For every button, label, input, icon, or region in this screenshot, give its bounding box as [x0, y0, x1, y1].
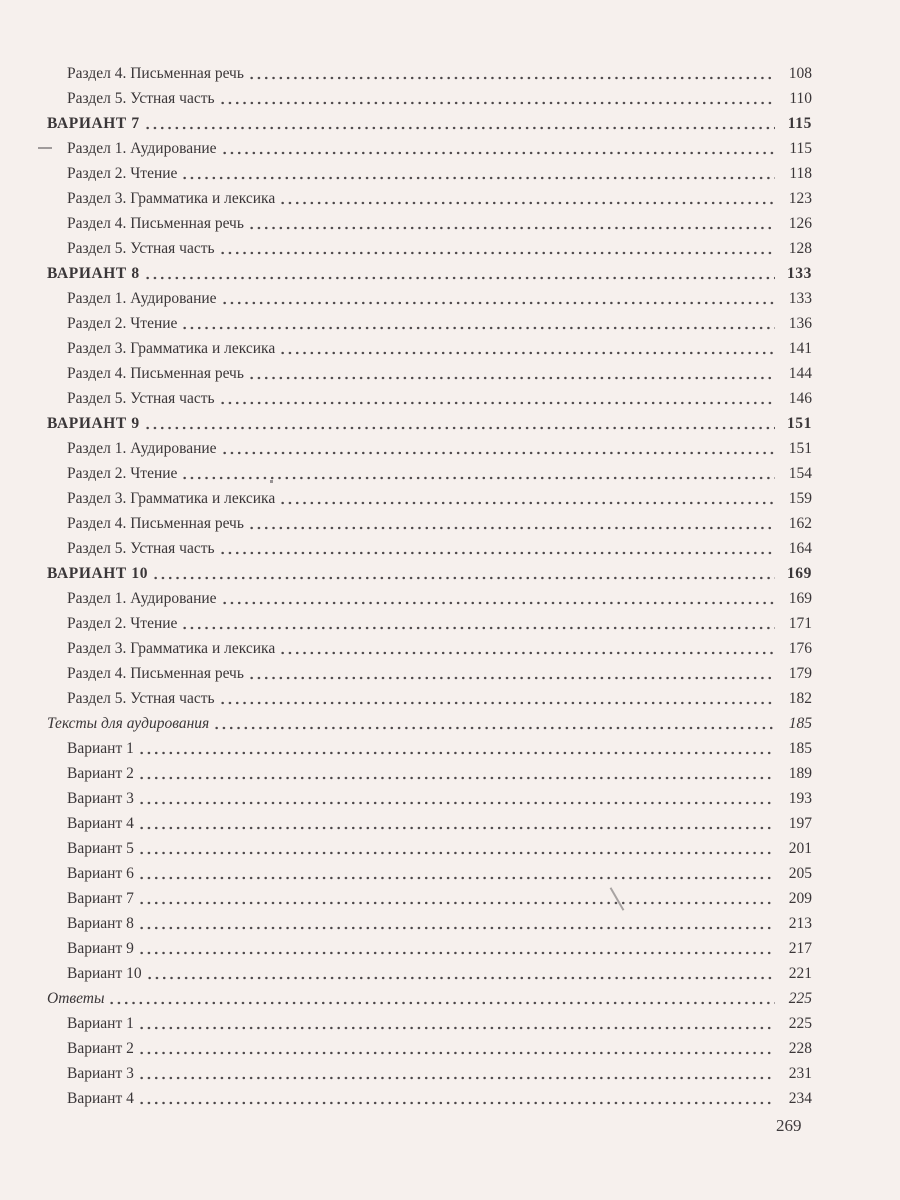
toc-entry	[0, 608, 900, 633]
toc-entry	[0, 58, 900, 83]
dot-leader	[108, 1001, 775, 1005]
toc-entry-page: 151	[788, 440, 812, 457]
dot-leader	[279, 201, 775, 205]
toc-entry-page: 108	[788, 65, 812, 82]
toc-entry-page: 110	[789, 90, 812, 107]
toc-entry	[0, 433, 900, 458]
toc-entry	[0, 533, 900, 558]
dot-leader	[248, 526, 775, 530]
toc-entry-title: ВАРИАНТ 7	[47, 115, 140, 132]
toc-entry-title: Раздел 4. Письменная речь	[67, 65, 244, 82]
toc-entry	[0, 883, 900, 908]
dot-leader	[138, 951, 775, 955]
toc-entry	[0, 508, 900, 533]
toc-entry-page: 225	[788, 1015, 812, 1032]
dot-leader	[219, 551, 775, 555]
toc-entry-page: 185	[788, 715, 812, 732]
toc-entry	[0, 333, 900, 358]
toc-entry-title: Раздел 3. Грамматика и лексика	[67, 640, 276, 657]
toc-entry	[0, 708, 900, 733]
toc-entry-title: Вариант 3	[67, 790, 134, 807]
dot-leader	[144, 126, 775, 130]
toc-entry-page: 141	[788, 340, 812, 357]
dot-leader	[138, 1076, 775, 1080]
toc-entry	[0, 658, 900, 683]
dot-leader	[221, 151, 775, 155]
toc-entry-title: Раздел 4. Письменная речь	[67, 515, 244, 532]
toc-entry-title: Вариант 2	[67, 1040, 134, 1057]
toc-entry-page: 115	[787, 115, 812, 132]
toc-entry-title: Вариант 10	[67, 965, 142, 982]
toc-entry	[0, 808, 900, 833]
dot-leader	[144, 276, 775, 280]
toc-entry-page: 162	[788, 515, 812, 532]
dot-leader	[213, 726, 775, 730]
toc-entry	[0, 983, 900, 1008]
toc-entry-page: 169	[788, 590, 812, 607]
toc-entry	[0, 958, 900, 983]
toc-entry	[0, 383, 900, 408]
toc-entry-page: 228	[788, 1040, 812, 1057]
dot-leader	[138, 801, 775, 805]
dot-leader	[248, 76, 775, 80]
dot-leader	[219, 101, 775, 105]
dot-leader	[248, 676, 775, 680]
toc-entry	[0, 308, 900, 333]
toc-entry-page: 164	[788, 540, 812, 557]
toc-entry-title: Раздел 5. Устная часть	[67, 690, 215, 707]
toc-entry	[0, 1008, 900, 1033]
toc-entry-title: Раздел 4. Письменная речь	[67, 365, 244, 382]
toc-entry	[0, 833, 900, 858]
toc-entry-title: Вариант 3	[67, 1065, 134, 1082]
toc-entry-page: 171	[788, 615, 812, 632]
toc-entry-page: 159	[788, 490, 812, 507]
toc-entry-title: Вариант 1	[67, 740, 134, 757]
dot-leader	[219, 251, 775, 255]
toc-entry	[0, 233, 900, 258]
toc-entry-title: Раздел 1. Аудирование	[67, 590, 217, 607]
toc-entry-title: Раздел 5. Устная часть	[67, 240, 215, 257]
dot-leader	[221, 301, 775, 305]
toc-entry	[0, 358, 900, 383]
toc-entry-page: 133	[786, 265, 812, 282]
toc-entry	[0, 283, 900, 308]
toc-entry	[0, 133, 900, 158]
toc-entry-title: Раздел 3. Грамматика и лексика	[67, 190, 276, 207]
dot-leader	[138, 901, 775, 905]
dot-leader	[221, 451, 775, 455]
toc-entry	[0, 783, 900, 808]
toc-entry-title: Вариант 2	[67, 765, 134, 782]
toc-entry-page: 231	[788, 1065, 812, 1082]
toc-entry-page: 197	[788, 815, 812, 832]
toc-entry-title: Раздел 5. Устная часть	[67, 540, 215, 557]
toc-entry-page: 146	[788, 390, 812, 407]
toc-entry	[0, 583, 900, 608]
toc-entry-title: Раздел 2. Чтение	[67, 165, 178, 182]
dot-leader	[152, 576, 775, 580]
toc-entry	[0, 1033, 900, 1058]
dot-leader	[248, 376, 775, 380]
dot-leader	[138, 876, 775, 880]
toc-entry	[0, 1058, 900, 1083]
toc-entry-title: ВАРИАНТ 10	[47, 565, 149, 582]
toc-entry-page: 115	[789, 140, 812, 157]
toc-entry-page: 213	[788, 915, 812, 932]
dot-leader	[138, 751, 775, 755]
toc-entry-page: 185	[788, 740, 812, 757]
dot-leader	[219, 701, 775, 705]
toc-entry-title: Вариант 4	[67, 815, 134, 832]
print-speck	[38, 147, 52, 149]
dot-leader	[138, 1026, 775, 1030]
toc-entry-title: Раздел 4. Письменная речь	[67, 215, 244, 232]
toc-entry	[0, 908, 900, 933]
page-number: 269	[776, 1116, 802, 1135]
dot-leader	[219, 401, 775, 405]
toc-entry	[0, 1083, 900, 1108]
toc-entry-page: 201	[788, 840, 812, 857]
toc-entry	[0, 458, 900, 483]
dot-leader	[181, 626, 775, 630]
toc-entry-title: ВАРИАНТ 9	[47, 415, 140, 432]
dot-leader	[144, 426, 775, 430]
toc-entry-page: 133	[788, 290, 812, 307]
dot-leader	[279, 501, 775, 505]
toc-entry	[0, 183, 900, 208]
dot-leader	[138, 776, 775, 780]
toc-entry-title: Вариант 7	[67, 890, 134, 907]
toc-entry-page: 176	[788, 640, 812, 657]
toc-entry-title: Раздел 4. Письменная речь	[67, 665, 244, 682]
dot-leader	[279, 351, 775, 355]
toc-entry-title: Раздел 3. Грамматика и лексика	[67, 340, 276, 357]
toc-entry-page: 123	[788, 190, 812, 207]
toc-entry	[0, 558, 900, 583]
toc-entry-title: Раздел 5. Устная часть	[67, 390, 215, 407]
toc-entry-page: 205	[788, 865, 812, 882]
toc-entry-title: ВАРИАНТ 8	[47, 265, 140, 282]
toc-entry-page: 234	[788, 1090, 812, 1107]
toc-entry	[0, 733, 900, 758]
toc-entry-title: Вариант 6	[67, 865, 134, 882]
toc-entry-title: Вариант 5	[67, 840, 134, 857]
toc-entry	[0, 858, 900, 883]
toc-entry-page: 182	[788, 690, 812, 707]
toc-entry-title: Тексты для аудирования	[47, 715, 210, 732]
toc-entry-page: 225	[788, 990, 812, 1007]
toc-entry	[0, 483, 900, 508]
dot-leader	[146, 976, 775, 980]
table-of-contents	[0, 58, 900, 1108]
toc-entry	[0, 158, 900, 183]
toc-entry-page: 154	[788, 465, 812, 482]
toc-entry	[0, 83, 900, 108]
toc-entry-title: Раздел 1. Аудирование	[67, 140, 217, 157]
toc-entry-title: Вариант 4	[67, 1090, 134, 1107]
toc-entry-page: 169	[786, 565, 812, 582]
dot-leader	[138, 826, 775, 830]
toc-entry-title: Вариант 9	[67, 940, 134, 957]
toc-entry	[0, 208, 900, 233]
toc-entry-page: 136	[788, 315, 812, 332]
dot-leader	[138, 926, 775, 930]
toc-entry-page: 179	[788, 665, 812, 682]
toc-entry-title: Ответы	[47, 990, 105, 1007]
toc-entry-page: 221	[788, 965, 812, 982]
toc-entry-page: 151	[786, 415, 812, 432]
toc-entry-title: Вариант 1	[67, 1015, 134, 1032]
toc-entry-page: 193	[788, 790, 812, 807]
toc-entry-page: 217	[788, 940, 812, 957]
toc-entry	[0, 108, 900, 133]
toc-entry-title: Вариант 8	[67, 915, 134, 932]
toc-entry-title: Раздел 3. Грамматика и лексика	[67, 490, 276, 507]
dot-leader	[138, 1101, 775, 1105]
dot-leader	[181, 326, 775, 330]
toc-entry-page: 126	[788, 215, 812, 232]
toc-entry	[0, 683, 900, 708]
dot-leader	[221, 601, 775, 605]
toc-entry	[0, 933, 900, 958]
dot-leader	[138, 851, 775, 855]
toc-entry	[0, 633, 900, 658]
toc-entry	[0, 408, 900, 433]
toc-entry	[0, 258, 900, 283]
toc-entry-title: Раздел 5. Устная часть	[67, 90, 215, 107]
toc-entry-page: 209	[788, 890, 812, 907]
toc-entry-title: Раздел 2. Чтение	[67, 315, 178, 332]
toc-entry-title: Раздел 1. Аудирование	[67, 440, 217, 457]
toc-entry-page: 189	[788, 765, 812, 782]
dot-leader	[279, 651, 775, 655]
print-speck	[270, 480, 273, 483]
toc-entry-page: 128	[788, 240, 812, 257]
toc-entry-title: Раздел 2. Чтение	[67, 615, 178, 632]
toc-entry	[0, 758, 900, 783]
toc-entry-title: Раздел 1. Аудирование	[67, 290, 217, 307]
toc-entry-page: 144	[788, 365, 812, 382]
toc-entry-page: 118	[789, 165, 812, 182]
toc-entry-title: Раздел 2. Чтение	[67, 465, 178, 482]
dot-leader	[138, 1051, 775, 1055]
dot-leader	[181, 176, 775, 180]
dot-leader	[248, 226, 775, 230]
